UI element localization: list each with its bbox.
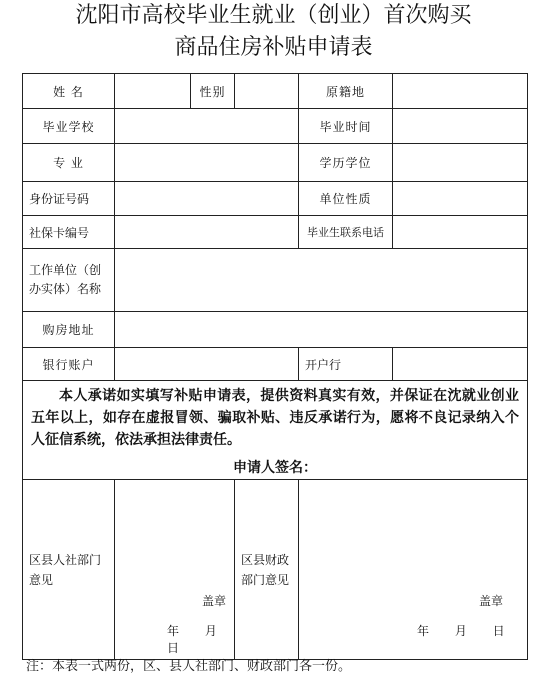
left-date-label: 年 月 日 [167, 624, 217, 655]
label-grad-time: 毕业时间 [299, 109, 393, 144]
pledge-section [23, 381, 528, 480]
field-degree[interactable] [393, 144, 528, 182]
field-origin[interactable] [393, 74, 528, 109]
field-employer[interactable] [115, 249, 528, 312]
label-bank-branch: 开户行 [299, 348, 393, 381]
label-origin: 原籍地 [299, 74, 393, 109]
label-address: 购房地址 [23, 312, 115, 348]
field-id-number[interactable] [115, 182, 299, 216]
field-bank-account[interactable] [115, 348, 299, 381]
field-unit-type[interactable] [393, 182, 528, 216]
label-unit-type: 单位性质 [299, 182, 393, 216]
left-seal-label: 盖章 [201, 594, 226, 608]
form-title-line2: 商品住房补贴申请表 [174, 35, 373, 60]
signature-label: 申请人签名： [233, 460, 317, 476]
right-seal-label: 盖章 [478, 594, 503, 608]
form-title-line1: 沈阳市高校毕业生就业（创业）首次购买 [75, 3, 472, 28]
pledge-text: 本人承诺如实填写补贴申请表，提供资料真实有效，并保证在沈就业创业五年以上，如存在虚报冒领、骗取补贴、违反承诺行为，愿将不良记录纳入个人征信系统，依法承担法律责任。 [31, 388, 519, 448]
label-name: 姓 名 [23, 74, 115, 109]
label-bank-account: 银行账户 [23, 348, 115, 381]
label-employer: 工作单位（创办实体）名称 [23, 249, 115, 312]
label-degree: 学历学位 [299, 144, 393, 182]
label-id-number: 身份证号码 [23, 182, 115, 216]
field-grad-time[interactable] [393, 109, 528, 144]
field-address[interactable] [115, 312, 528, 348]
field-name[interactable] [115, 74, 191, 109]
application-form [22, 73, 528, 660]
label-social-card: 社保卡编号 [23, 216, 115, 249]
left-opinion-label: 区县人社部门意见 [23, 480, 115, 660]
right-opinion-label: 区县财政部门意见 [235, 480, 299, 660]
left-opinion-box[interactable] [115, 480, 235, 660]
field-grad-phone[interactable] [393, 216, 528, 249]
field-bank-branch[interactable] [393, 348, 528, 381]
field-social-card[interactable] [115, 216, 299, 249]
label-gender: 性别 [191, 74, 235, 109]
field-school[interactable] [115, 109, 299, 144]
label-major: 专 业 [23, 144, 115, 182]
field-major[interactable] [115, 144, 299, 182]
label-school: 毕业学校 [23, 109, 115, 144]
footnote: 注：本表一式两份，区、县人社部门、财政部门各一份。 [26, 659, 352, 674]
right-date-label: 年 月 日 [417, 624, 505, 638]
field-gender[interactable] [235, 74, 299, 109]
right-opinion-box[interactable] [299, 480, 528, 660]
label-grad-phone: 毕业生联系电话 [299, 216, 393, 249]
